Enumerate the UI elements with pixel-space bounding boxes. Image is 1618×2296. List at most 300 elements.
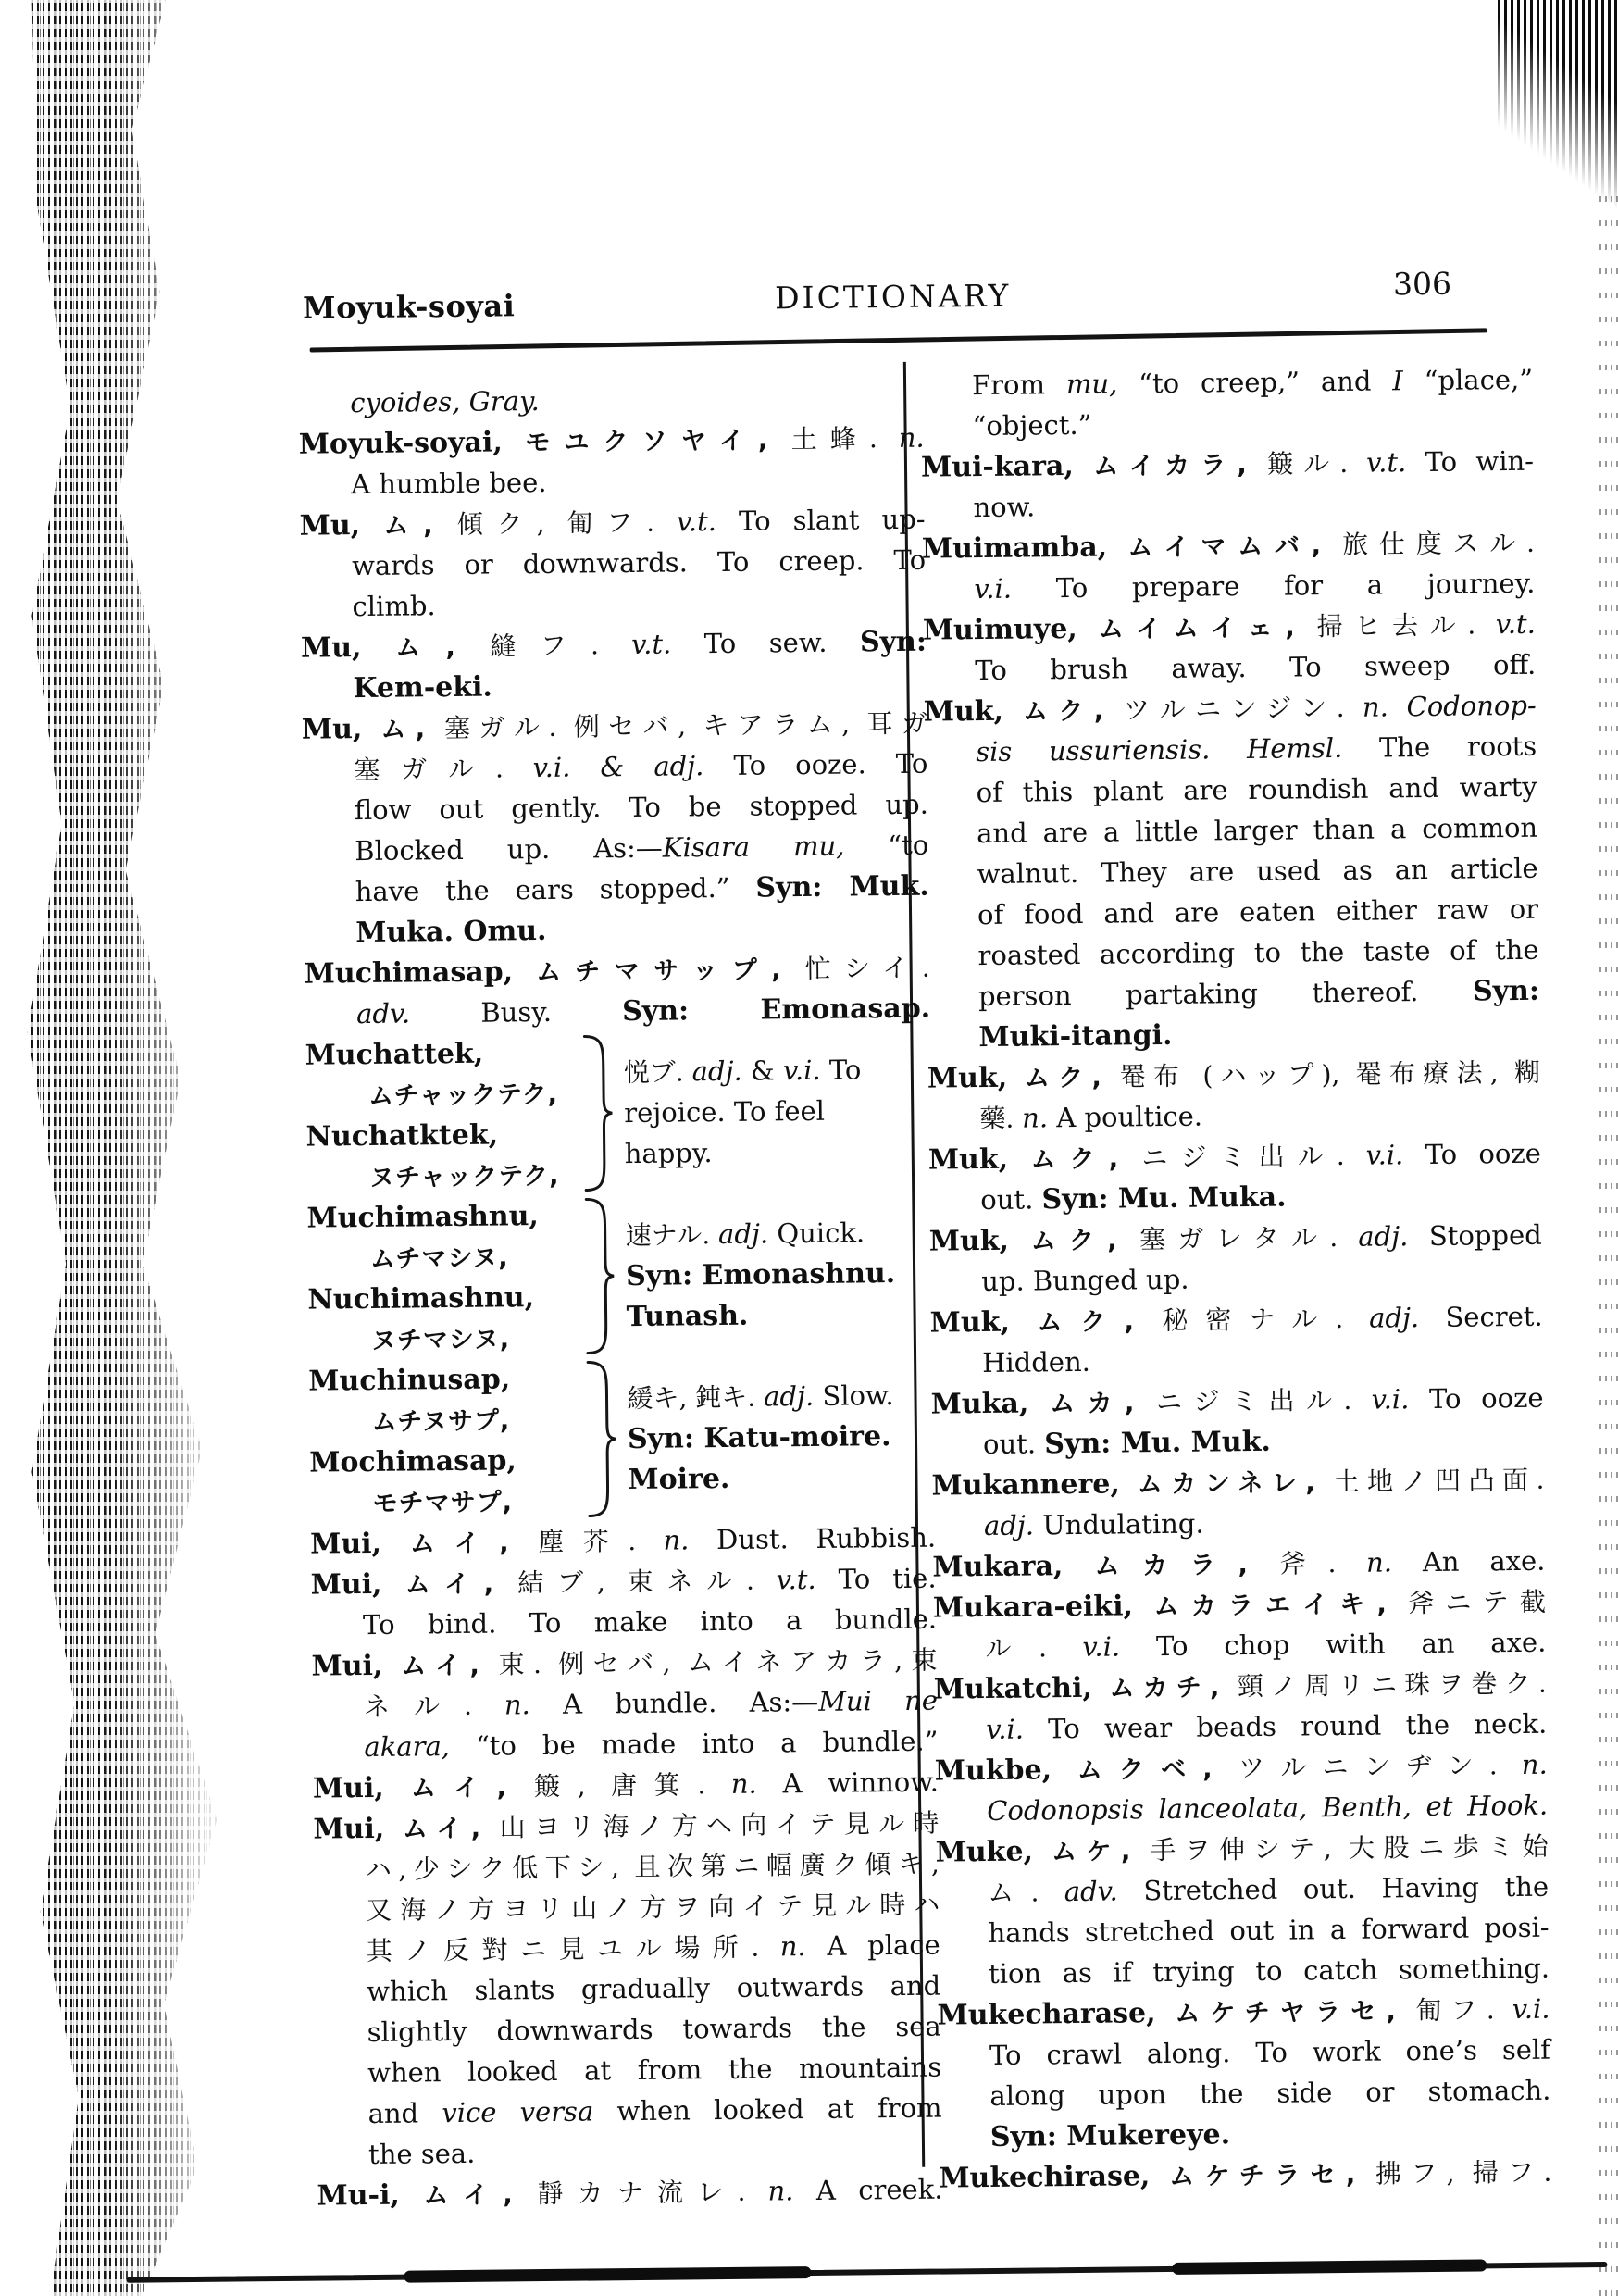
entry-line: [935, 1826, 1548, 1873]
text-segment: Quick.: [777, 1217, 865, 1250]
entry-line: [300, 580, 926, 628]
text-segment: ムケ,: [1051, 1837, 1151, 1867]
text-segment: 緩キ, 鈍キ.: [627, 1381, 765, 1415]
text-segment: n.: [898, 421, 925, 454]
text-segment: 傾ク, 匍フ.: [456, 506, 678, 540]
entry-line: [925, 848, 1537, 895]
entry-line: [626, 1253, 933, 1296]
text-segment: v.i.: [1371, 1382, 1430, 1416]
entry-line: [936, 1866, 1549, 1914]
entry-line: [920, 400, 1533, 447]
entry-line: [924, 685, 1537, 732]
entry-line: [927, 1092, 1540, 1140]
text-segment: ム,: [380, 715, 445, 744]
text-segment: 頸ノ周リニ珠ヲ巻ク.: [1237, 1667, 1547, 1703]
text-segment: From: [971, 368, 1067, 402]
entry-line: [310, 1558, 936, 1605]
entry-line: [313, 1762, 939, 1809]
text-segment: Mu,: [299, 508, 384, 543]
entry-line: [935, 1744, 1548, 1791]
entry-line: [312, 1680, 938, 1728]
entry-line: [316, 2047, 941, 2094]
text-segment: 塞ガレタル.: [1139, 1221, 1359, 1255]
text-segment: and are a little larger than a common: [976, 811, 1538, 850]
text-segment: 山ヨリ海ノ方ヘ向イテ見ル時: [499, 1807, 940, 1843]
text-segment: ムイムイェ,: [1098, 613, 1317, 644]
entry-line: [303, 784, 928, 831]
entry-line: [314, 1884, 940, 1931]
entry-line: [624, 1049, 931, 1092]
text-segment: 旅仕度スル.: [1341, 527, 1536, 560]
text-segment: Mukara-eiki,: [932, 1590, 1154, 1625]
text-segment: v.t.: [1495, 607, 1536, 641]
text-segment: “to: [888, 829, 929, 862]
entry-line: [932, 1541, 1545, 1588]
entry-line: [935, 1785, 1548, 1832]
definition-stack: [614, 1029, 932, 1195]
text-segment: 罨布 (ハップ), 罨布療法, 糊: [1119, 1056, 1541, 1092]
text-segment: Muka. Omu.: [355, 914, 547, 950]
entry-line: [306, 1154, 580, 1198]
text-segment: To chop with an axe.: [1155, 1626, 1547, 1663]
text-segment: and: [367, 2097, 442, 2130]
entry-line: [313, 1803, 939, 1850]
bottom-rule-blob: [404, 2266, 811, 2283]
entry-line: [626, 1293, 933, 1337]
text-segment: Muk,: [929, 1305, 1038, 1340]
entry-line: [939, 2111, 1551, 2158]
text-segment: Mu-i,: [317, 2178, 424, 2213]
entry-line: [315, 1965, 940, 2013]
page-title: DICTIONARY: [774, 277, 1012, 317]
text-segment: which slants gradually outwards and: [367, 1969, 941, 2008]
text-segment: To brush away. To sweep off.: [975, 648, 1537, 687]
entry-line: [934, 1703, 1547, 1751]
headword-stack: [306, 1195, 582, 1361]
entry-line: [309, 1399, 583, 1442]
entry-line: [931, 1418, 1544, 1466]
text-segment: n.: [1022, 1102, 1057, 1134]
entry-line: [927, 1011, 1539, 1058]
text-segment: ムイ,: [402, 1814, 500, 1844]
text-segment: n.: [504, 1688, 564, 1721]
right-column: [920, 359, 1552, 2199]
text-segment: ニジミ出ル.: [1156, 1384, 1372, 1418]
text-segment: Mukatchi,: [933, 1671, 1110, 1706]
text-segment: have the ears stopped.”: [355, 871, 756, 908]
entry-line: [624, 1090, 931, 1133]
entry-line: [931, 1459, 1544, 1506]
text-segment: ムチヌサプ,: [371, 1406, 511, 1437]
text-segment: 斧.: [1279, 1547, 1367, 1579]
text-segment: Mukbe,: [934, 1753, 1077, 1788]
text-segment: モチマサプ,: [372, 1488, 514, 1518]
text-segment: Mukecharase,: [937, 1996, 1176, 2032]
entry-line: [928, 1133, 1541, 1180]
text-segment: slightly downwards towards the sea: [367, 2010, 941, 2049]
text-segment: A bundle. As:—: [562, 1685, 819, 1720]
text-segment: n.: [663, 1524, 717, 1556]
text-segment: the sea.: [367, 2137, 476, 2171]
curly-brace-icon: [579, 1031, 616, 1194]
text-segment: ムイ,: [404, 1569, 518, 1600]
entry-line: [311, 1599, 937, 1646]
entry-line: [929, 1296, 1542, 1343]
text-segment: vice versa: [442, 2095, 617, 2129]
text-segment: &: [741, 1054, 784, 1087]
text-segment: of this plant are roundish and warty: [976, 770, 1537, 809]
entry-line: [311, 1640, 937, 1687]
entry-line: [298, 418, 924, 465]
text-segment: Muk,: [927, 1061, 1026, 1095]
text-segment: ムイ,: [423, 2180, 538, 2211]
entry-line: [315, 1925, 940, 1972]
definition-stack: [616, 1192, 934, 1358]
text-segment: Dust. Rubbish.: [716, 1521, 937, 1556]
text-segment: Mu,: [301, 712, 381, 746]
text-segment: Hidden.: [981, 1345, 1091, 1379]
text-segment: ムク,: [1030, 1226, 1140, 1256]
entry-line: [929, 1215, 1542, 1262]
text-segment: Nuchatktek,: [305, 1118, 499, 1154]
text-segment: Kem-eki.: [353, 670, 493, 705]
text-segment: Syn: Muk.: [755, 869, 929, 905]
text-segment: happy.: [624, 1137, 713, 1170]
text-segment: adj.: [763, 1379, 823, 1413]
entry-line: [927, 970, 1539, 1017]
entry-line: [299, 458, 925, 505]
text-segment: n.: [1365, 1546, 1424, 1578]
text-segment: v.t.: [676, 505, 740, 538]
text-segment: ムク,: [1024, 1063, 1120, 1093]
entry-line: [938, 2070, 1550, 2117]
entry-line: [312, 1721, 938, 1768]
text-segment: out.: [980, 1183, 1042, 1217]
text-segment: To ooze: [1425, 1137, 1541, 1171]
text-segment: Slow.: [822, 1379, 894, 1412]
text-segment: Mochimasap,: [309, 1444, 517, 1479]
text-segment: Muimamba,: [921, 530, 1128, 566]
text-segment: n.: [779, 1929, 828, 1963]
text-segment: v.i. & adj.: [532, 749, 734, 784]
text-segment: Mukara,: [932, 1549, 1095, 1584]
text-segment: v.i.: [782, 1054, 830, 1087]
entry-line: [933, 1581, 1546, 1628]
entry-line: [628, 1416, 935, 1459]
entry-line: [628, 1456, 935, 1500]
text-segment: ハ,少シク低下シ, 且次第ニ幅廣ク傾キ,: [365, 1848, 940, 1886]
entry-line: [309, 1480, 583, 1524]
bottom-rule-blob: [1172, 2259, 1487, 2275]
text-segment: An axe.: [1422, 1544, 1546, 1578]
entry-line: [305, 1032, 579, 1076]
text-segment: ムイ,: [409, 1529, 539, 1559]
entry-line: [921, 481, 1534, 529]
text-segment: Syn: Katu-moire.: [627, 1420, 891, 1456]
entry-line: [314, 1843, 940, 1890]
text-segment: Muchimasap,: [304, 955, 537, 991]
text-segment: wards or downwards. To creep. To: [351, 543, 927, 582]
text-segment: n.: [730, 1767, 783, 1800]
text-segment: ツルニンジン.: [1123, 692, 1363, 726]
entry-line: [317, 2128, 942, 2176]
text-segment: Syn: Mu. Muk.: [1044, 1425, 1272, 1461]
text-segment: A place: [827, 1928, 940, 1962]
entry-line: [930, 1378, 1543, 1425]
text-segment: To win-: [1425, 444, 1535, 478]
text-segment: “object.”: [972, 408, 1092, 443]
entry-line: [303, 825, 928, 872]
text-segment: v.t.: [631, 628, 704, 660]
text-segment: A humble bee.: [350, 466, 547, 501]
text-segment: 匍フ.: [1415, 1994, 1513, 2027]
headword-stack: [305, 1032, 580, 1198]
text-segment: A poultice.: [1056, 1100, 1203, 1134]
bracket-group: [306, 1192, 934, 1361]
entry-line: [307, 1236, 581, 1279]
text-segment: 掃ヒ去ル.: [1316, 609, 1496, 643]
entry-line: [927, 1052, 1540, 1099]
text-segment: Muchattek,: [305, 1037, 484, 1072]
text-segment: roasted according to the taste of the: [977, 933, 1539, 972]
text-segment: ムイ,: [410, 1773, 535, 1803]
text-segment: adv.: [1064, 1875, 1144, 1908]
page-number: 306: [1392, 265, 1452, 303]
text-segment: Muchinusap,: [308, 1363, 511, 1398]
entry-line: [930, 1337, 1543, 1384]
entry-line: [924, 767, 1537, 814]
text-segment: v.i.: [986, 1713, 1049, 1746]
text-segment: 悦ブ.: [623, 1056, 692, 1089]
text-segment: akara,: [364, 1729, 477, 1764]
entry-line: [300, 540, 926, 587]
text-segment: ムカラエイキ,: [1153, 1590, 1409, 1622]
text-segment: Mukechirase,: [939, 2159, 1170, 2195]
text-segment: walnut. They are used as an article: [977, 852, 1538, 891]
text-segment: “to be made into a bundle.”: [475, 1725, 939, 1762]
text-segment: person partaking thereof.: [977, 975, 1474, 1013]
text-segment: モユクソヤイ,: [525, 426, 791, 458]
text-segment: ムク,: [1037, 1307, 1163, 1338]
entry-line: [305, 1114, 579, 1157]
text-segment: “to creep,” and: [1139, 365, 1393, 400]
text-segment: A creek.: [815, 2173, 943, 2206]
entry-line: [306, 1195, 580, 1239]
text-segment: 靜カナ流レ.: [537, 2176, 768, 2210]
text-segment: 塵芥.: [538, 1525, 664, 1558]
text-segment: sis ussuriensis. Hemsl.: [976, 731, 1380, 768]
definition-stack: [617, 1354, 936, 1521]
text-segment: To slant up-: [738, 503, 926, 537]
text-segment: Mukannere,: [931, 1467, 1138, 1503]
text-segment: n.: [767, 2174, 817, 2207]
running-head-guideword: Moyuk-soyai: [302, 288, 516, 326]
text-segment: ムケチヤラセ,: [1175, 1997, 1416, 2028]
text-segment: 塞ガル.: [354, 753, 533, 786]
text-segment: ムケチラセ,: [1169, 2160, 1376, 2191]
text-segment: adj.: [717, 1217, 778, 1251]
header-rule: [310, 328, 1487, 352]
text-segment: 簸ル.: [1266, 447, 1367, 480]
text-segment: ネル.: [363, 1690, 505, 1723]
text-segment: Syn: Emonashnu.: [625, 1257, 896, 1293]
text-segment: ムクベ,: [1077, 1754, 1239, 1785]
text-segment: Moyuk-soyai,: [298, 426, 526, 461]
left-column: [298, 377, 943, 2216]
text-segment: climb.: [352, 590, 436, 623]
text-segment: when looked at from the mountains: [367, 2051, 942, 2090]
text-segment: 結ブ, 束ネル.: [517, 1565, 777, 1599]
text-segment: Kisara mu,: [662, 830, 889, 864]
text-segment: rejoice. To feel: [624, 1094, 826, 1129]
text-segment: Busy.: [480, 995, 623, 1029]
text-segment: Muka,: [930, 1387, 1051, 1421]
text-segment: v.t.: [1366, 445, 1425, 479]
entry-line: [926, 889, 1538, 936]
headword-stack: [308, 1358, 584, 1524]
entry-line: [315, 2006, 940, 2053]
text-segment: 縫フ.: [490, 629, 632, 662]
text-segment: ム,: [395, 632, 491, 663]
text-segment: Stretched out. Having the: [1143, 1870, 1550, 1907]
text-segment: To wear beads round the neck.: [1048, 1707, 1548, 1745]
text-segment: up. Bunged up.: [981, 1263, 1189, 1298]
entry-line: [305, 1073, 579, 1117]
entry-line: [298, 377, 924, 424]
text-segment: ムク,: [1022, 696, 1125, 727]
text-segment: v.i.: [1082, 1630, 1157, 1663]
curly-brace-icon: [582, 1357, 619, 1520]
text-segment: To ooze: [1428, 1381, 1544, 1415]
text-segment: adj.: [691, 1054, 742, 1088]
entry-line: [316, 2088, 941, 2135]
text-segment: 秘密ナル.: [1162, 1303, 1370, 1337]
entry-line: [308, 1358, 582, 1402]
text-segment: Muke,: [935, 1835, 1052, 1869]
text-segment: tion as if trying to catch something.: [988, 1952, 1550, 1990]
text-segment: 速ナル.: [625, 1219, 719, 1252]
text-segment: when looked at from: [616, 2091, 942, 2128]
text-segment: Muchimashnu,: [306, 1200, 540, 1235]
text-segment: Mui,: [310, 1567, 405, 1602]
text-segment: adj.: [1358, 1219, 1430, 1253]
entry-line: [627, 1375, 934, 1418]
text-segment: ムカチ,: [1109, 1673, 1238, 1703]
entry-line: [924, 726, 1537, 773]
text-segment: To ooze. To: [733, 747, 928, 781]
text-segment: mu,: [1065, 368, 1139, 401]
text-segment: ムチマシヌ,: [369, 1243, 509, 1274]
text-segment: adv.: [355, 996, 481, 1030]
text-segment: Secret.: [1445, 1300, 1543, 1333]
text-segment: Muki-itangi.: [978, 1018, 1173, 1054]
text-segment: ムチマサップ,: [535, 955, 805, 988]
text-segment: ムイマムバ,: [1127, 530, 1343, 563]
text-segment: adj.: [983, 1509, 1043, 1542]
text-segment: To prepare for a journey.: [1055, 567, 1536, 605]
text-segment: ツルニンヂン.: [1238, 1749, 1522, 1784]
entry-line: [933, 1622, 1546, 1669]
text-segment: 塞ガル. 例セバ, キアラム, 耳ガ: [443, 707, 928, 744]
entry-line: [309, 1440, 583, 1483]
text-segment: now.: [973, 491, 1036, 524]
text-segment: v.i.: [974, 572, 1056, 605]
bottom-rule: [126, 2262, 1607, 2283]
text-segment: Moire.: [628, 1462, 730, 1497]
entry-line: [625, 1130, 932, 1174]
text-segment: ム,: [383, 510, 458, 541]
text-segment: ムイカラ,: [1093, 450, 1268, 481]
text-segment: Muk,: [928, 1224, 1031, 1258]
entry-line: [302, 703, 927, 750]
entry-line: [922, 563, 1535, 610]
entry-line: [925, 807, 1537, 855]
text-segment: n.: [1521, 1748, 1548, 1780]
text-segment: Mui,: [312, 1771, 412, 1805]
text-segment: ム.: [987, 1877, 1064, 1909]
text-segment: ムカ,: [1050, 1389, 1157, 1419]
text-segment: The roots: [1378, 730, 1537, 764]
text-segment: n. Codonop-: [1362, 689, 1537, 723]
entry-line: [299, 499, 925, 546]
text-segment: ムカンネレ,: [1137, 1468, 1334, 1500]
text-segment: 拂フ, 掃フ.: [1375, 2156, 1552, 2190]
entry-line: [308, 1317, 582, 1361]
text-segment: out.: [982, 1428, 1045, 1461]
text-segment: Mui,: [313, 1812, 404, 1846]
entry-line: [304, 947, 929, 994]
entry-line: [926, 930, 1538, 977]
text-segment: along upon the side or stomach.: [989, 2074, 1551, 2113]
entry-line: [920, 359, 1533, 406]
text-segment: To: [828, 1054, 862, 1086]
text-segment: ムク,: [1030, 1144, 1142, 1175]
entry-line: [922, 522, 1535, 569]
text-segment: Codonopsis lanceolata, Benth, et Hook.: [987, 1789, 1549, 1828]
text-segment: I: [1392, 364, 1425, 397]
text-segment: 忙シイ.: [804, 952, 930, 985]
text-segment: 簸, 唐箕.: [533, 1768, 731, 1803]
bracket-group: [305, 1029, 932, 1198]
entry-line: [928, 1174, 1541, 1221]
text-segment: Syn: Emonasap.: [621, 992, 931, 1029]
text-segment: ムカラ,: [1094, 1550, 1281, 1581]
entry-line: [937, 1948, 1550, 1995]
entry-line: [304, 906, 929, 954]
text-segment: Stopped: [1428, 1218, 1542, 1252]
text-segment: Mui,: [309, 1527, 411, 1561]
curly-brace-icon: [580, 1194, 617, 1357]
text-segment: Mu,: [300, 630, 396, 665]
text-segment: ムチャックテク,: [367, 1079, 559, 1111]
text-segment: 土蜂.: [790, 422, 899, 455]
text-segment: Syn:: [1472, 974, 1540, 1008]
text-segment: v.i.: [1365, 1139, 1425, 1171]
entry-line: [301, 621, 927, 668]
text-segment: v.t.: [776, 1563, 839, 1596]
text-segment: “place,”: [1424, 363, 1534, 396]
text-segment: Mui,: [311, 1649, 402, 1683]
text-segment: 藥.: [979, 1103, 1023, 1135]
text-segment: Syn: Mu. Muka.: [1041, 1180, 1287, 1217]
text-segment: ヌチマシヌ,: [370, 1325, 511, 1355]
entry-line: [304, 866, 929, 913]
entry-line: [921, 441, 1534, 488]
text-segment: ニジミ出ル.: [1141, 1140, 1366, 1174]
text-segment: Syn: Mukereye.: [989, 2118, 1231, 2153]
text-segment: Blocked up. As:—: [355, 831, 663, 867]
text-segment: To bind. To make into a bundle.: [362, 1603, 938, 1641]
